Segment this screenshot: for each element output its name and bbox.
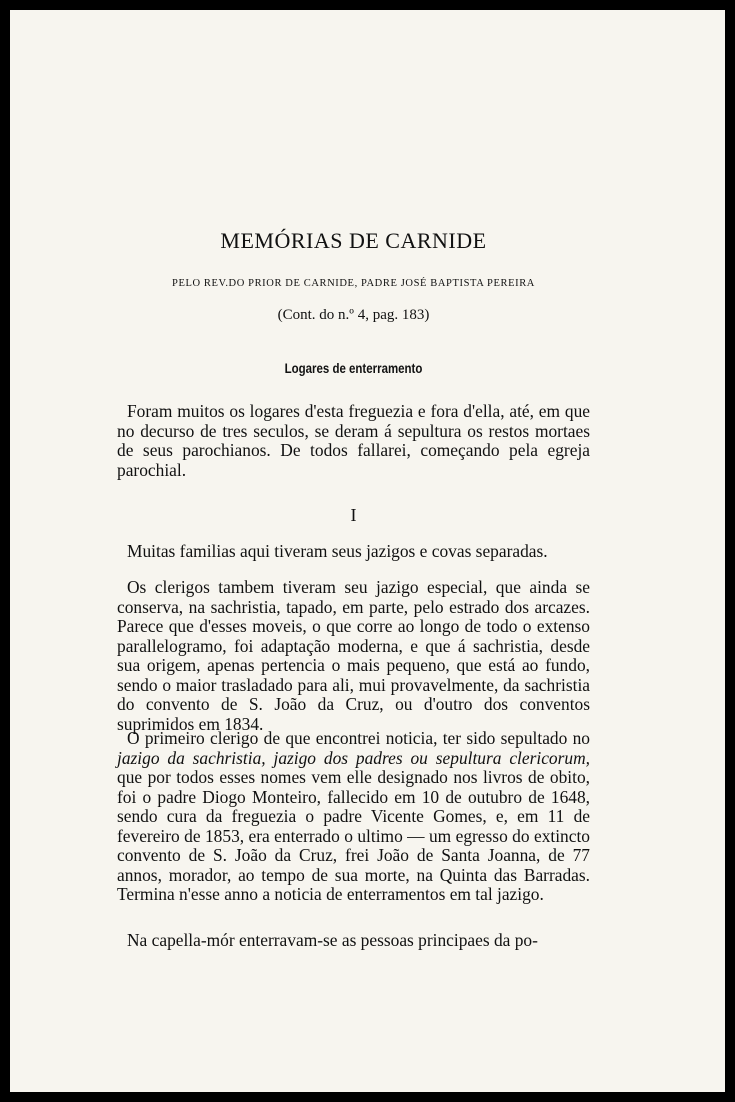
paragraph: Foram muitos os logares d'esta freguezia e fora d'ella, até, em que no decurso de tres seculos, se deram á sepultura os restos mortaes de seus parochianos. De todos fallarei, começando pela egreja parochial. bbox=[117, 401, 590, 480]
section-heading: Logares de enterramento bbox=[284, 360, 423, 376]
paragraph bbox=[117, 729, 590, 905]
paragraph-text: que por todos esses nomes vem elle designado nos livros de obito, foi o padre Diogo Monteiro, fallecido em 10 de outubro de 1648, sendo cura da freguezia o padre Vicente Gomes, e, em 11 de fevereiro de 1853, era enterrado o ultimo — um egresso do extincto convento de S. João da Cruz, frei João de Santa Joanna, de 77 annos, morador, ao tempo de sua morte, na Quinta das Barradas. Termina n'esse anno a noticia de enterramentos em tal jazigo. bbox=[117, 767, 590, 904]
document-page bbox=[10, 10, 725, 1092]
paragraph-text: O primeiro clerigo de que encontrei noticia, ter sido sepultado no bbox=[127, 728, 590, 748]
continuation-note: (Cont. do n.º 4, pag. 183) bbox=[277, 307, 430, 323]
paragraph: Muitas familias aqui tiveram seus jazigos e covas separadas. bbox=[127, 541, 548, 561]
paragraph: Os clerigos tambem tiveram seu jazigo especial, que ainda se conserva, na sachristia, tapado, em parte, pelo estrado dos arcazes. Parece que d'esses moveis, o que corre ao longo de todo o extenso parallelogramo, foi adaptação moderna, e que á sachristia, desde sua origem, apenas pertencia o mais pequeno, que está ao fundo, sendo o maior trasladado para ali, mui provavelmente, da sachristia do convento de S. João da Cruz, ou d'outro dos conventos suprimidos em 1834. bbox=[117, 577, 590, 734]
chapter-numeral: I bbox=[350, 505, 357, 525]
paragraph: Na capella-mór enterravam-se as pessoas principaes da po- bbox=[127, 930, 538, 950]
show-through-text bbox=[120, 150, 345, 201]
article-title: MEMÓRIAS DE CARNIDE bbox=[220, 228, 487, 253]
article-author: PELO REV.DO PRIOR DE CARNIDE, PADRE JOSÉ BAPTISTA PEREIRA bbox=[172, 278, 535, 289]
italic-phrase: jazigo da sachristia, jazigo dos padres ou sepultura clericorum, bbox=[117, 747, 590, 768]
